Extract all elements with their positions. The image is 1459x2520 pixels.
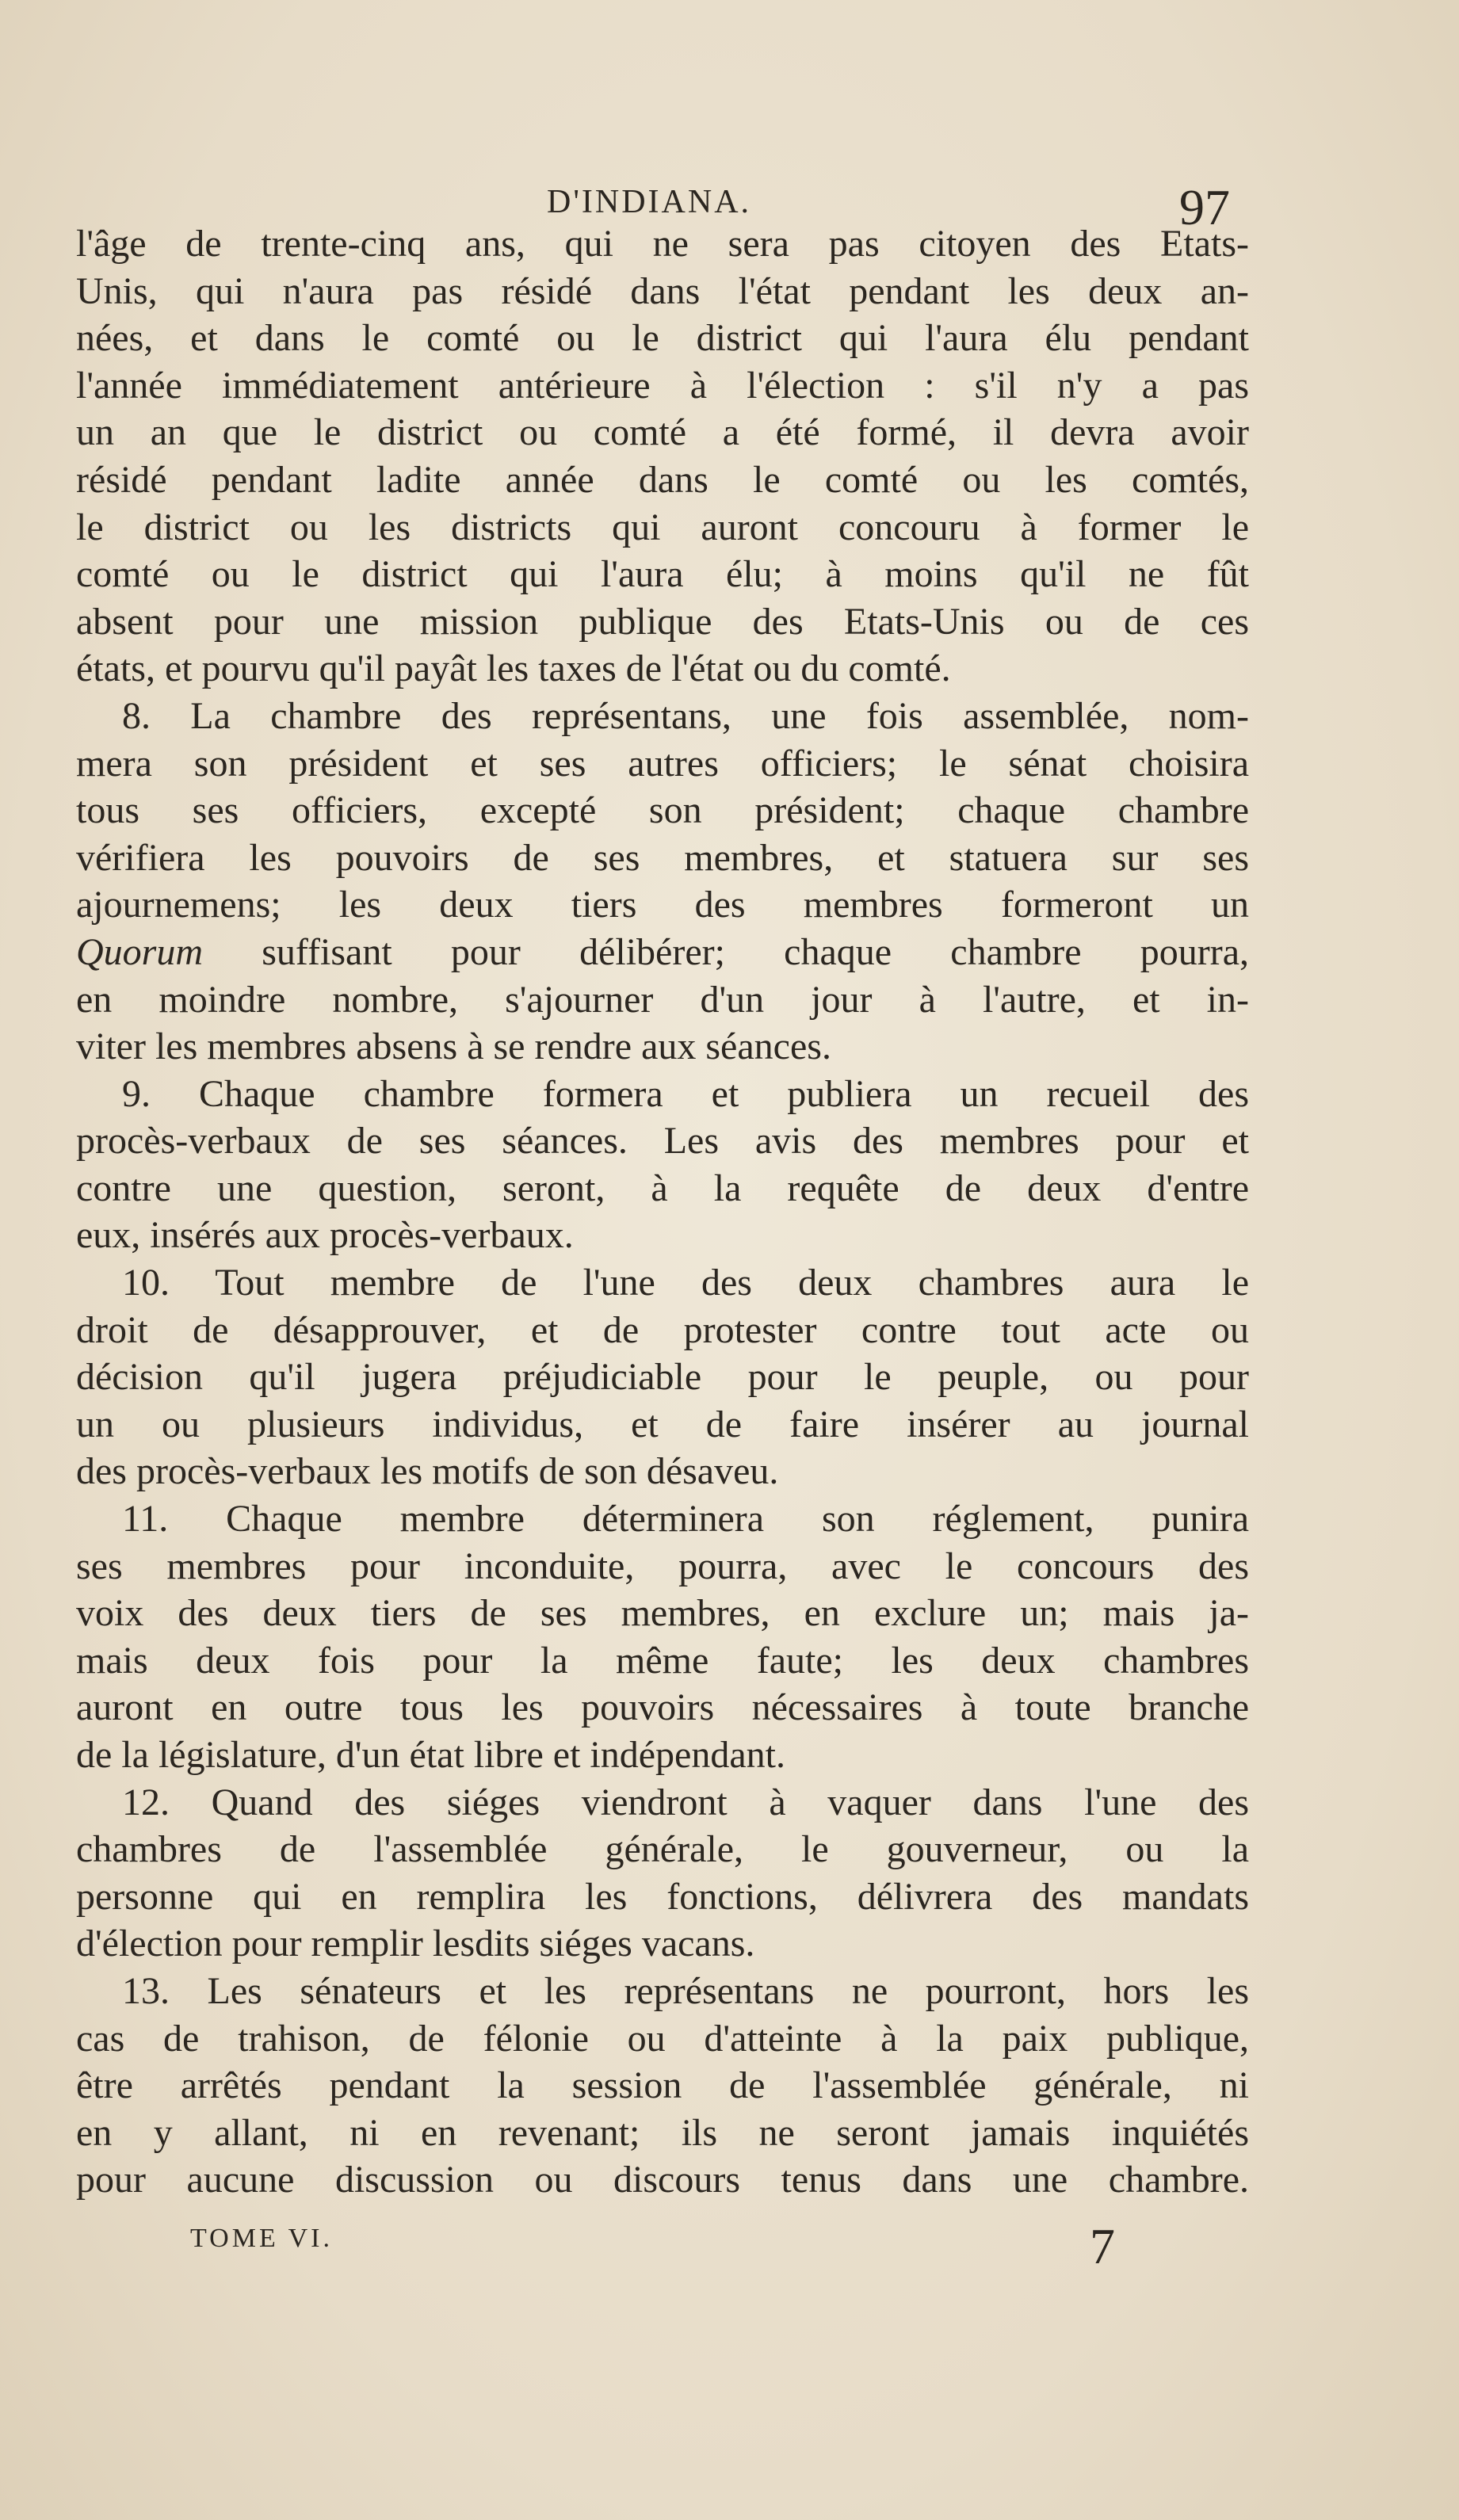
article-13-first-line: 13. Les sénateurs et les représentans ne pourront, hors les: [122, 1969, 1249, 2012]
text-line: cas de trahison, de félonie ou d'atteinte à la paix publique,: [76, 2017, 1249, 2060]
text-line: le district ou les districts qui auront concouru à former le: [76, 506, 1249, 548]
text-line: personne qui en remplira les fonctions, délivrera des mandats: [76, 1875, 1249, 1918]
text-line: procès-verbaux de ses séances. Les avis des membres pour et: [76, 1120, 1249, 1163]
gathering-number: 7: [1090, 2218, 1115, 2274]
signature-mark: TOME VI.: [190, 2224, 333, 2253]
text-line: résidé pendant ladite année dans le comté ou les comtés,: [76, 458, 1249, 501]
text-line: viter les membres absens à se rendre aux séances.: [76, 1025, 831, 1068]
article-8-first-line: 8. La chambre des représentans, une fois assemblée, nom-: [122, 694, 1249, 737]
text-line: droit de désapprouver, et de protester contre tout acte ou: [76, 1308, 1249, 1351]
text-line: chambres de l'assemblée générale, le gouverneur, ou la: [76, 1828, 1249, 1871]
text-line: absent pour une mission publique des Etats-Unis ou de ces: [76, 600, 1249, 643]
text-line: l'année immédiatement antérieure à l'élection : s'il n'y a pas: [76, 364, 1249, 407]
page-footer: [0, 2217, 1459, 2281]
text-line: en y allant, ni en revenant; ils ne seront jamais inquiétés: [76, 2111, 1249, 2154]
page-number: 97: [1179, 179, 1230, 235]
text-line: mais deux fois pour la même faute; les deux chambres: [76, 1639, 1249, 1682]
article-12-first-line: 12. Quand des siéges viendront à vaquer dans l'une des: [122, 1781, 1249, 1823]
text-line: Unis, qui n'aura pas résidé dans l'état pendant les deux an-: [76, 269, 1249, 312]
text-line: tous ses officiers, excepté son président; chaque chambre: [76, 789, 1249, 832]
text-line: comté ou le district qui l'aura élu; à moins qu'il ne fût: [76, 553, 1249, 596]
text-line: un ou plusieurs individus, et de faire insérer au journal: [76, 1403, 1249, 1445]
text-line: ajournemens; les deux tiers des membres formeront un: [76, 884, 1249, 926]
text-line: mera son président et ses autres officiers; le sénat choisira: [76, 742, 1249, 785]
text-line: de la législature, d'un état libre et indépendant.: [76, 1734, 785, 1776]
article-10-first-line: 10. Tout membre de l'une des deux chambres aura le: [122, 1262, 1249, 1304]
text-line: pour aucune discussion ou discours tenus dans une chambre.: [76, 2159, 1249, 2201]
text-line: états, et pourvu qu'il payât les taxes de l'état ou du comté.: [76, 647, 951, 690]
text-line: nées, et dans le comté ou le district qui l'aura élu pendant: [76, 317, 1249, 360]
text-line: ses membres pour inconduite, pourra, avec le concours des: [76, 1544, 1249, 1587]
text-line: vérifiera les pouvoirs de ses membres, et statuera sur ses: [76, 836, 1249, 879]
text-line: d'élection pour remplir lesdits siéges vacans.: [76, 1922, 755, 1965]
text-line: l'âge de trente-cinq ans, qui ne sera pas citoyen des Etats-: [76, 223, 1249, 265]
text-line: être arrêtés pendant la session de l'assemblée générale, ni: [76, 2064, 1249, 2107]
article-11-first-line: 11. Chaque membre déterminera son réglement, punira: [122, 1498, 1249, 1541]
body-text: [76, 220, 1249, 2204]
text-line: eux, insérés aux procès-verbaux.: [76, 1214, 574, 1257]
article-9-first-line: 9. Chaque chambre formera et publiera un recueil des: [122, 1072, 1249, 1115]
text-line: un an que le district ou comté a été formé, il devra avoir: [76, 411, 1249, 454]
text-line: en moindre nombre, s'ajourner d'un jour à l'autre, et in-: [76, 978, 1249, 1021]
text-line: voix des deux tiers de ses membres, en exclure un; mais ja-: [76, 1592, 1249, 1635]
text-line: auront en outre tous les pouvoirs nécessaires à toute branche: [76, 1686, 1249, 1729]
text-line: contre une question, seront, à la requête de deux d'entre: [76, 1166, 1249, 1209]
text-line: des procès-verbaux les motifs de son désaveu.: [76, 1450, 779, 1493]
quorum-word: Quorum: [76, 930, 204, 973]
text-line-quorum: Quorum suffisant pour délibérer; chaque chambre pourra,: [76, 930, 1249, 973]
text-line: décision qu'il jugera préjudiciable pour le peuple, ou pour: [76, 1356, 1249, 1399]
running-head: D'INDIANA.: [547, 184, 752, 220]
